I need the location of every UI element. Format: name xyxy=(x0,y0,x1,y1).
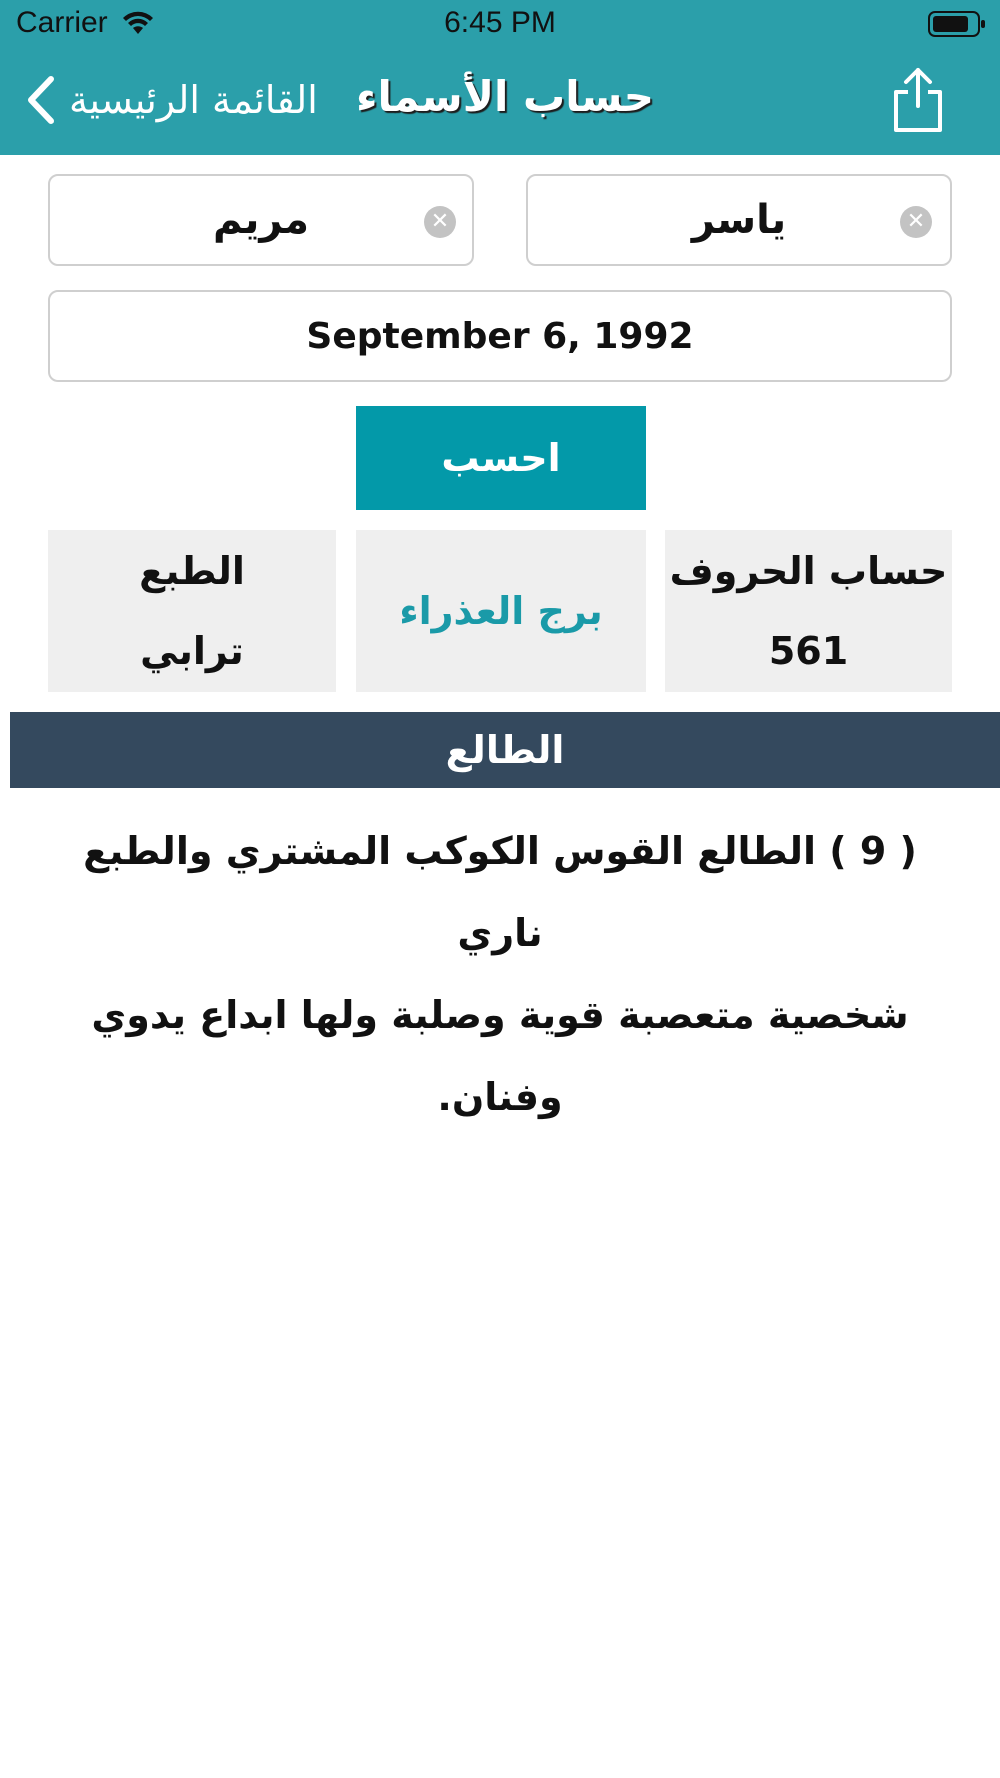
birth-date-field[interactable] xyxy=(48,290,952,382)
birth-date-value: September 6, 1992 xyxy=(306,315,694,357)
horoscope-description xyxy=(40,810,960,1138)
back-button[interactable] xyxy=(25,70,318,130)
temperament-value: ترابي xyxy=(140,629,244,673)
letters-count-box xyxy=(665,530,952,692)
chevron-left-icon xyxy=(25,75,55,125)
clock: 6:45 PM xyxy=(444,6,556,39)
calculate-button[interactable]: احسب xyxy=(356,406,646,510)
section-header: الطالع xyxy=(10,712,1000,788)
clear-icon[interactable]: ✕ xyxy=(900,206,932,238)
second-name-field[interactable] xyxy=(48,174,474,266)
second-name-input[interactable] xyxy=(50,176,472,264)
navigation-header xyxy=(0,0,1000,155)
zodiac-box xyxy=(356,530,646,692)
battery-icon xyxy=(928,10,986,38)
description-line-1: ( 9 ) الطالع القوس الكوكب المشتري والطبع ناري xyxy=(83,829,917,955)
back-button-label: القائمة الرئيسية xyxy=(69,78,318,122)
description-line-2: شخصية متعصبة قوية وصلبة ولها ابداع يدوي وفنان. xyxy=(91,993,909,1119)
letters-count-value: 561 xyxy=(768,629,849,673)
temperament-label: الطبع xyxy=(139,549,245,593)
temperament-box xyxy=(48,530,336,692)
page-title: حساب الأسماء xyxy=(356,72,654,121)
first-name-input[interactable] xyxy=(528,176,950,264)
carrier-label: Carrier xyxy=(16,6,108,39)
zodiac-sign: برج العذراء xyxy=(399,589,603,633)
first-name-field[interactable] xyxy=(526,174,952,266)
letters-count-label: حساب الحروف xyxy=(669,549,948,593)
clear-icon[interactable]: ✕ xyxy=(424,206,456,238)
share-icon[interactable] xyxy=(890,66,946,134)
